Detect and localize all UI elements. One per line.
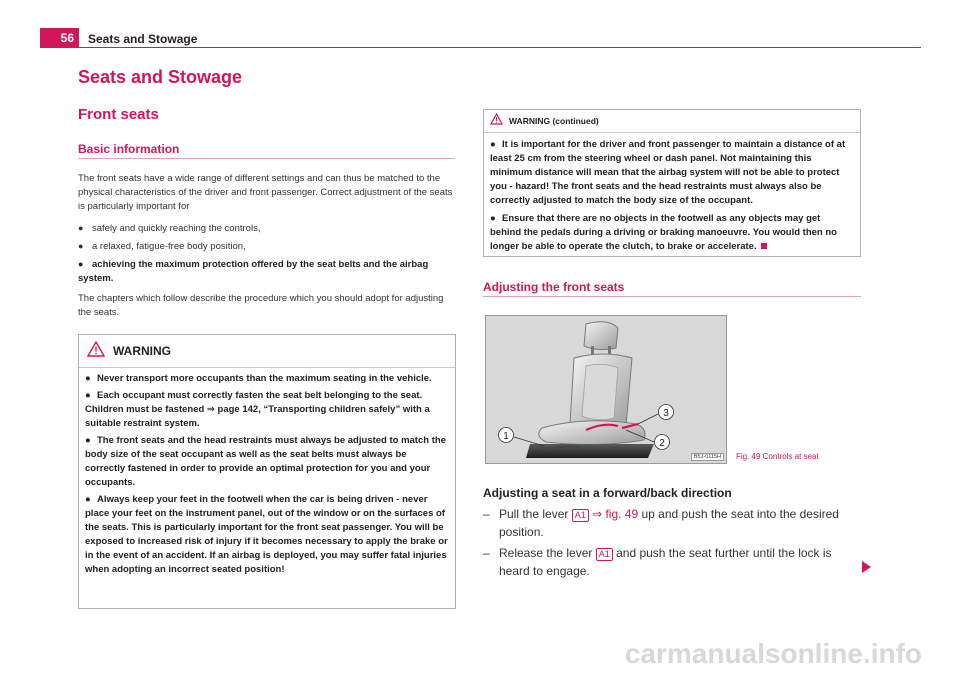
warning-body	[79, 368, 455, 584]
warning-item: ● It is important for the driver and front passenger to maintain a distance of at least 25 cm from the steering wheel or dash panel. Not maintaining this minimum distance will mean that the airbag system will not be able to protect you - hazard! The front seats and the head restraints must always also be correctly adjusted to match the body size of the occupant.	[490, 139, 846, 206]
warning-header	[79, 335, 455, 368]
list-item: ● achieving the maximum protection offered by the seat belts and the airbag system.	[78, 259, 429, 284]
adjust-section-title: Adjusting the front seats	[483, 280, 625, 294]
warning-box	[78, 334, 456, 609]
footer	[0, 640, 960, 673]
lever-ref-label: A1	[572, 509, 589, 522]
basic-info-title: Basic information	[78, 142, 180, 156]
warning-item: ● Always keep your feet in the footwell when the car is being driven - never place your feet on the instrument panel, out of the window or on the surfaces of the seats. This is particularly important for the front seat passenger. You will be exposed to increased risk of injury if it becomes necessary to apply the brake or in the event of an accident. If an airbag is deployed, you may suffer fatal injuries when adopting an incorrect seated position!	[85, 494, 448, 575]
warning-continued-title: WARNING (continued)	[509, 116, 599, 126]
warning-continued-body	[484, 133, 860, 262]
subsection-rule	[483, 296, 861, 297]
callout-2: 2	[659, 438, 665, 449]
warning-item: ● The front seats and the head restraints must always be adjusted to match the body size of the seat occupant as well as the seat belts must always be correctly fastened in order to provide an optimal protection for you and your occupants.	[85, 435, 446, 488]
header-rule	[79, 47, 921, 48]
chapter-title: Seats and Stowage	[78, 67, 243, 87]
figure-link[interactable]: ⇒ fig. 49	[592, 507, 639, 521]
basic-intro: The front seats have a wide range of different settings and can thus be matched to the physical characteristics of the driver and front passenger. Correct adjustment of the seats is particularly important for	[78, 173, 453, 212]
next-page-arrow-icon[interactable]	[862, 561, 871, 573]
step-2: – Release the lever A1 and push the seat further until the lock is heard to engage.	[483, 546, 832, 578]
section-title: Front seats	[78, 106, 159, 123]
page-number: 56	[40, 28, 79, 48]
warning-triangle-icon	[490, 112, 503, 130]
step-1: – Pull the lever A1 ⇒ fig. 49 up and push the seat into the desired position.	[483, 507, 839, 539]
warning-title: WARNING	[113, 344, 171, 358]
lever-ref-label: A1	[596, 548, 613, 561]
figure-seat-controls	[485, 315, 727, 464]
list-item: ● a relaxed, fatigue-free body position,	[78, 241, 246, 252]
figure-caption: Fig. 49 Controls at seat	[736, 452, 819, 461]
basic-outro: The chapters which follow describe the procedure which you should adopt for adjusting the seats.	[78, 293, 444, 318]
end-of-section-mark	[761, 243, 767, 249]
step-heading: Adjusting a seat in a forward/back direction	[483, 486, 732, 500]
warning-triangle-icon	[87, 341, 105, 362]
callout-3: 3	[663, 408, 669, 419]
figure-code: B5J-0115H	[691, 453, 724, 461]
list-item: ● safely and quickly reaching the controls,	[78, 223, 261, 234]
warning-continued-box	[483, 109, 861, 257]
running-title: Seats and Stowage	[88, 32, 198, 46]
warning-item: ● Ensure that there are no objects in the footwell as any objects may get behind the pedals during a driving or braking manoeuvre. You would then no longer be able to operate the clutch, to brake or accelerate.	[490, 213, 837, 252]
seat-illustration	[486, 316, 726, 463]
watermark: carmanualsonline.info	[624, 638, 922, 669]
warning-item: ● Never transport more occupants than the maximum seating in the vehicle.	[85, 373, 432, 384]
subsection-rule	[78, 158, 455, 159]
warning-item: ● Each occupant must correctly fasten the seat belt belonging to the seat. Children must be fastened ⇒ page 142, “Transporting children safely” with a suitable restraint system.	[85, 390, 430, 429]
callout-1: 1	[503, 431, 509, 442]
warning-continued-header	[484, 110, 860, 133]
